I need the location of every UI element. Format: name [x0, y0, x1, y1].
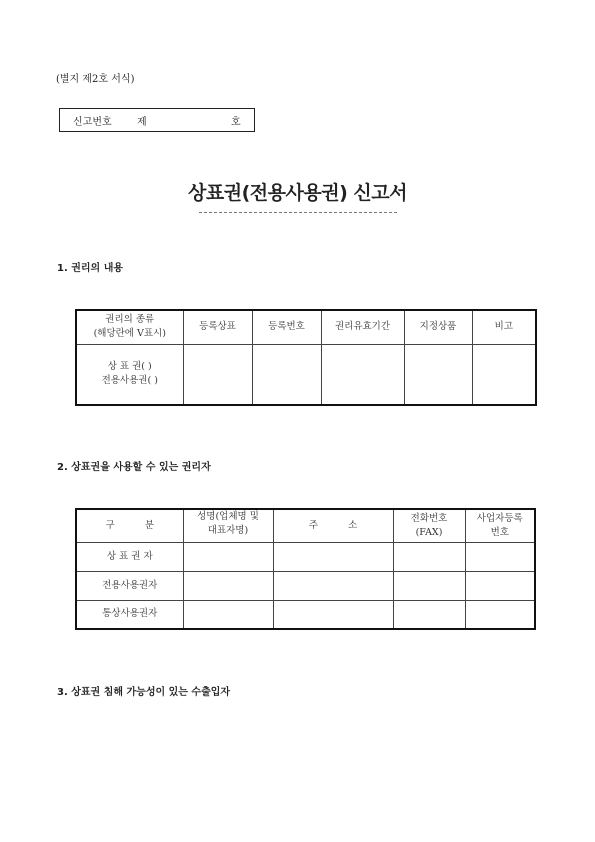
exclusive-license-option: 전용사용권( )	[101, 375, 158, 387]
cell-business-number[interactable]	[465, 600, 535, 629]
registered-mark-cell[interactable]	[183, 344, 252, 405]
header-business-number	[465, 509, 535, 542]
header-registered-mark: 등록상표	[183, 310, 252, 344]
cell-phone[interactable]	[393, 600, 465, 629]
header-category: 구 분	[76, 509, 183, 542]
header-business-number-line2: 번호	[490, 526, 509, 538]
header-address: 주 소	[273, 509, 393, 542]
cell-address[interactable]	[273, 571, 393, 600]
row-label-trademark-holder: 상 표 권 자	[76, 542, 183, 571]
cell-address[interactable]	[273, 600, 393, 629]
cell-phone[interactable]	[393, 571, 465, 600]
cell-name[interactable]	[183, 571, 273, 600]
header-name	[183, 509, 273, 542]
header-registration-number: 등록번호	[252, 310, 321, 344]
cell-phone[interactable]	[393, 542, 465, 571]
page-title: 상표권(전용사용권) 신고서	[188, 182, 407, 204]
report-number-mid: 제	[137, 116, 147, 128]
header-phone	[393, 509, 465, 542]
header-right-type	[76, 310, 183, 344]
table-row	[76, 571, 535, 600]
rights-table	[75, 309, 537, 406]
header-name-line2: 대표자명)	[207, 525, 249, 536]
trademark-option: 상 표 권( )	[107, 361, 152, 373]
cell-business-number[interactable]	[465, 542, 535, 571]
report-number-end: 호	[231, 116, 241, 128]
header-right-type-line2: (해당란에 V표시)	[93, 328, 166, 340]
header-phone-line2: (FAX)	[415, 526, 443, 538]
header-phone-line1: 전화번호	[410, 512, 448, 524]
header-validity-period: 권리유효기간	[321, 310, 404, 344]
remarks-cell[interactable]	[472, 344, 536, 405]
right-holders-table	[75, 508, 536, 630]
report-number-box	[59, 108, 255, 132]
table-row	[76, 600, 535, 629]
header-remarks: 비고	[472, 310, 536, 344]
header-business-number-line1: 사업자등록	[476, 512, 523, 524]
title-underline	[199, 212, 397, 213]
row-label-non-exclusive-licensee: 통상사용권자	[76, 600, 183, 629]
registration-number-cell[interactable]	[252, 344, 321, 405]
header-right-type-line1: 권리의 종류	[105, 314, 155, 326]
cell-name[interactable]	[183, 600, 273, 629]
report-number-label: 신고번호	[73, 116, 112, 128]
header-designated-goods: 지정상품	[404, 310, 472, 344]
form-label: (별지 제2호 서식)	[56, 74, 135, 85]
row-label-exclusive-licensee: 전용사용권자	[76, 571, 183, 600]
header-name-line1: 성명(업체명 및	[197, 511, 259, 522]
table-row	[76, 542, 535, 571]
section-1-heading: 1. 권리의 내용	[57, 263, 124, 274]
cell-business-number[interactable]	[465, 571, 535, 600]
cell-name[interactable]	[183, 542, 273, 571]
right-type-options	[76, 344, 183, 405]
validity-period-cell[interactable]	[321, 344, 404, 405]
cell-address[interactable]	[273, 542, 393, 571]
section-2-heading: 2. 상표권을 사용할 수 있는 권리자	[57, 462, 211, 473]
designated-goods-cell[interactable]	[404, 344, 472, 405]
section-3-heading: 3. 상표권 침해 가능성이 있는 수출입자	[57, 687, 231, 698]
